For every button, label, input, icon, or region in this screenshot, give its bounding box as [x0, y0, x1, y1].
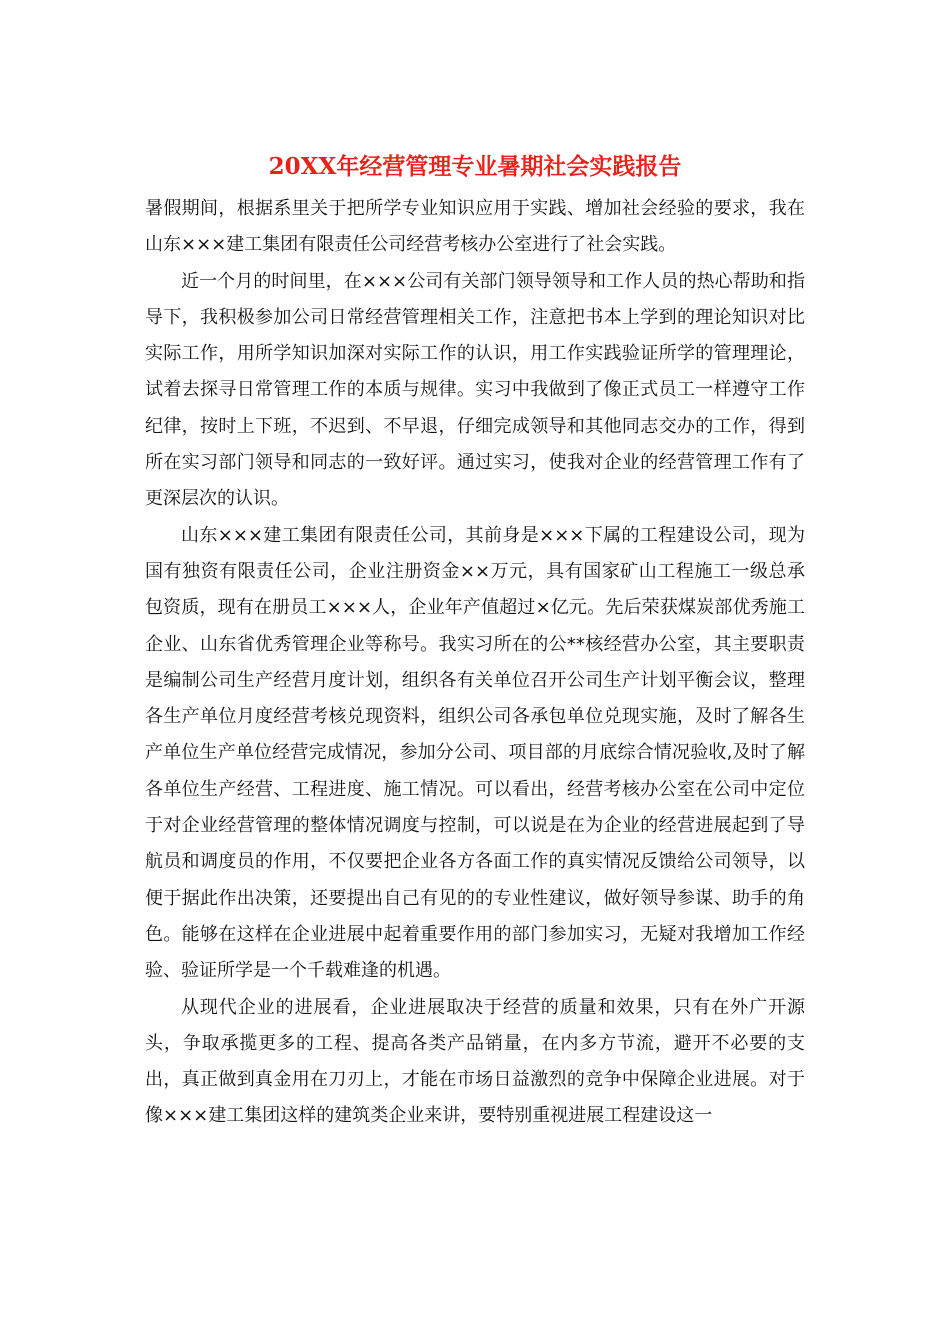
paragraph-enterprise-development: 从现代企业的进展看，企业进展取决于经营的质量和效果，只有在外广开源头，争取承揽更多的工程、提高各类产品销量，在内多方节流，避开不必要的支出，真正做到真金用在刀刃上，才能在市场日益激烈的竞争中保障企业进展。对于像×××建工集团这样的建筑类企业来讲，要特别重视进展工程建设这一: [145, 996, 805, 1127]
document-body: [145, 191, 805, 1135]
paragraph-intro: 暑假期间，根据系里关于把所学专业知识应用于实践、增加社会经验的要求，我在山东×××建工集团有限责任公司经营考核办公室进行了社会实践。: [145, 198, 805, 256]
document-title: 20XX年经营管理专业暑期社会实践报告: [268, 153, 682, 180]
paragraph-company-overview: 山东×××建工集团有限责任公司，其前身是×××下属的工程建设公司，现为国有独资有限责任公司，企业注册资金××万元，具有国家矿山工程施工一级总承包资质，现有在册员工×××人，企业年产值超过×亿元。先后荣获煤炭部优秀施工企业、山东省优秀管理企业等称号。我实习所在的公**核经营办公室，其主要职责是编制公司生产经营月度计划，组织各有关单位召开公司生产计划平衡会议，整理各生产单位月度经营考核兑现资料，组织公司各承包单位兑现实施，及时了解各生产单位生产单位经营完成情况，参加分公司、项目部的月底综合情况验收,及时了解各单位生产经营、工程进度、施工情况。可以看出，经营考核办公室在公司中定位于对企业经营管理的整体情况调度与控制，可以说是在为企业的经营进展起到了导航员和调度员的作用，不仅要把企业各方各面工作的真实情况反馈给公司领导，以便于据此作出决策，还要提出自己有见的的专业性建议，做好领导参谋、助手的角色。能够在这样在企业进展中起着重要作用的部门参加实习，无疑对我增加工作经验、验证所学是一个千载难逢的机遇。: [145, 524, 805, 982]
paragraph-internship-experience: 近一个月的时间里，在×××公司有关部门领导领导和工作人员的热心帮助和指导下，我积极参加公司日常经营管理相关工作，注意把书本上学到的理论知识对比实际工作，用所学知识加深对实际工作的认识，用工作实践验证所学的管理理论，试着去探寻日常管理工作的本质与规律。实习中我做到了像正式员工一样遵守工作纪律，按时上下班，不迟到、不早退，仔细完成领导和其他同志交办的工作，得到所在实习部门领导和同志的一致好评。通过实习，使我对企业的经营管理工作有了更深层次的认识。: [145, 270, 805, 510]
